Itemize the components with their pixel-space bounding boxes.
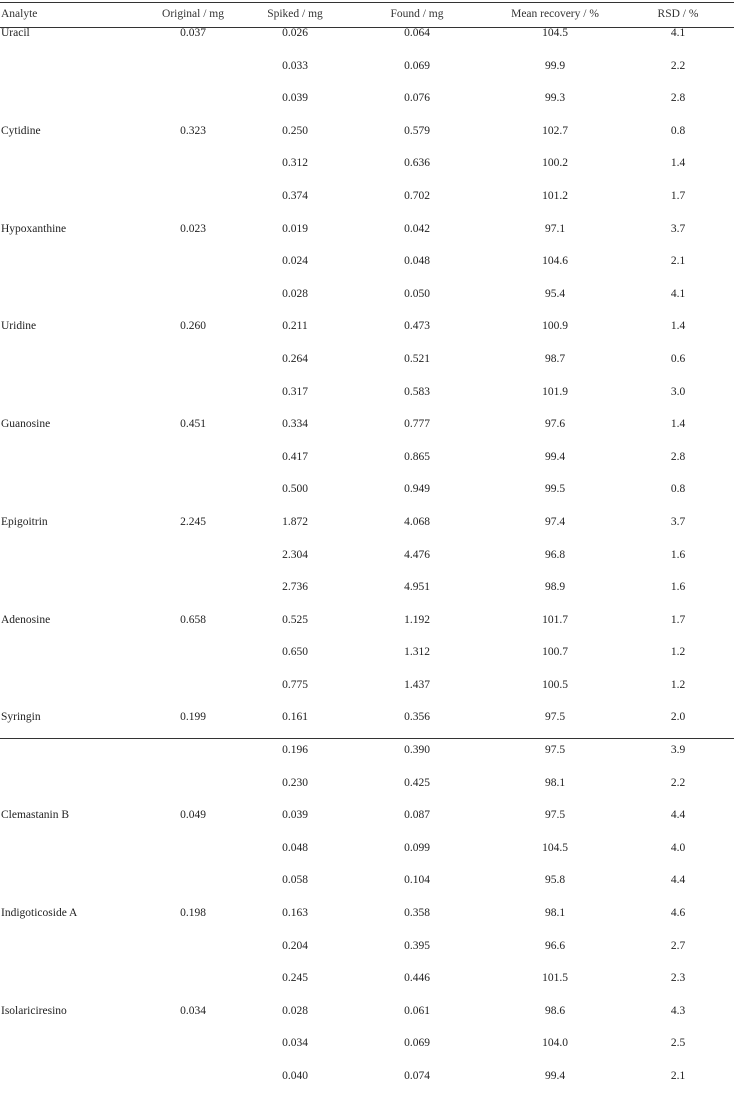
cell-rsd: 4.4: [670, 874, 686, 887]
cell-rsd: 1.4: [670, 418, 686, 431]
cell-analyte: [0, 353, 142, 386]
cell-mean-recovery: 95.4: [544, 287, 566, 300]
cell-mean-recovery: 101.5: [542, 972, 568, 985]
cell-rsd: 4.1: [670, 27, 686, 39]
cell-rsd: 2.8: [670, 450, 686, 463]
cell-rsd: 2.5: [670, 1037, 686, 1050]
cell-spiked: 0.019: [282, 222, 308, 235]
cell-rsd: 3.9: [670, 744, 686, 757]
table-row: [0, 60, 734, 93]
table-row: [0, 777, 734, 810]
cell-mean-recovery: 100.7: [542, 646, 568, 659]
cell-original: [142, 190, 244, 223]
cell-rsd: 2.7: [670, 939, 686, 952]
cell-mean-recovery: 98.7: [544, 352, 566, 365]
cell-found: 0.050: [404, 287, 430, 300]
table-row: [0, 1005, 734, 1038]
cell-original: 0.260: [180, 320, 206, 333]
cell-analyte: Guanosine: [1, 418, 51, 431]
cell-original: [142, 92, 244, 125]
cell-mean-recovery: 100.2: [542, 157, 568, 170]
table-row: [0, 940, 734, 973]
cell-spiked: 0.500: [282, 483, 308, 496]
cell-found: 4.476: [404, 548, 430, 561]
cell-found: 0.446: [404, 972, 430, 985]
cell-original: [142, 581, 244, 614]
cell-original: [142, 451, 244, 484]
cell-mean-recovery: 96.8: [544, 548, 566, 561]
cell-original: [142, 874, 244, 907]
cell-spiked: 0.039: [282, 809, 308, 822]
cell-original: [142, 646, 244, 679]
cell-rsd: 2.8: [670, 92, 686, 105]
cell-mean-recovery: 104.6: [542, 255, 568, 268]
cell-found: 1.437: [404, 678, 430, 691]
table-row: [0, 581, 734, 614]
table-row: [0, 549, 734, 582]
cell-analyte: [0, 1070, 142, 1103]
table-row: [0, 353, 734, 386]
cell-mean-recovery: 101.2: [542, 189, 568, 202]
cell-analyte: [0, 549, 142, 582]
header-row: [0, 3, 734, 27]
cell-analyte: Isolariciresino: [1, 1004, 67, 1017]
cell-original: [142, 255, 244, 288]
cell-mean-recovery: 99.5: [544, 483, 566, 496]
cell-rsd: 3.7: [670, 515, 686, 528]
cell-spiked: 0.245: [282, 972, 308, 985]
table-row: [0, 1037, 734, 1070]
cell-rsd: 2.0: [670, 711, 686, 724]
cell-mean-recovery: 104.0: [542, 1037, 568, 1050]
header-spiked: Spiked / mg: [267, 8, 323, 21]
cell-analyte: [0, 92, 142, 125]
cell-found: 0.777: [404, 418, 430, 431]
cell-original: [142, 1070, 244, 1103]
cell-mean-recovery: 98.1: [544, 907, 566, 920]
table-row: [0, 157, 734, 190]
cell-analyte: Clemastanin B: [1, 809, 70, 822]
cell-spiked: 0.028: [282, 1004, 308, 1017]
table-row: [0, 190, 734, 223]
cell-mean-recovery: 97.5: [544, 809, 566, 822]
cell-mean-recovery: 98.6: [544, 1004, 566, 1017]
cell-spiked: 0.775: [282, 678, 308, 691]
cell-spiked: 0.161: [282, 711, 308, 724]
cell-spiked: 0.048: [282, 841, 308, 854]
cell-analyte: Epigoitrin: [1, 515, 48, 528]
table-row: [0, 1070, 734, 1103]
cell-original: [142, 940, 244, 973]
cell-rsd: 4.1: [670, 287, 686, 300]
cell-found: 0.865: [404, 450, 430, 463]
cell-found: 0.076: [404, 92, 430, 105]
cell-spiked: 1.872: [282, 515, 308, 528]
cell-rsd: 4.3: [670, 1004, 686, 1017]
cell-original: 0.658: [180, 613, 206, 626]
table-row: [0, 809, 734, 842]
cell-original: [142, 353, 244, 386]
table-row: [0, 516, 734, 549]
cell-found: 0.425: [404, 776, 430, 789]
header-found: Found / mg: [390, 8, 444, 21]
cell-original: [142, 679, 244, 712]
table-row: [0, 386, 734, 419]
table-row: [0, 320, 734, 353]
table-body: [0, 27, 734, 1103]
cell-mean-recovery: 101.9: [542, 385, 568, 398]
cell-found: 0.064: [404, 27, 430, 39]
cell-found: 0.949: [404, 483, 430, 496]
cell-analyte: Adenosine: [1, 613, 51, 626]
cell-original: 0.451: [180, 418, 206, 431]
cell-analyte: [0, 190, 142, 223]
cell-mean-recovery: 104.5: [542, 27, 568, 39]
cell-analyte: [0, 1037, 142, 1070]
table-row: [0, 451, 734, 484]
cell-analyte: [0, 972, 142, 1005]
cell-spiked: 0.211: [282, 320, 308, 333]
cell-mean-recovery: 97.5: [544, 711, 566, 724]
cell-original: 0.198: [180, 907, 206, 920]
table-row: [0, 874, 734, 907]
table-row: [0, 92, 734, 125]
cell-mean-recovery: 101.7: [542, 613, 568, 626]
cell-rsd: 2.1: [670, 255, 686, 268]
cell-rsd: 1.6: [670, 548, 686, 561]
cell-original: 0.199: [180, 711, 206, 724]
cell-rsd: 3.7: [670, 222, 686, 235]
cell-analyte: Cytidine: [1, 124, 41, 137]
cell-spiked: 0.525: [282, 613, 308, 626]
cell-spiked: 0.024: [282, 255, 308, 268]
header-original: Original / mg: [162, 8, 224, 21]
cell-analyte: [0, 874, 142, 907]
cell-found: 1.312: [404, 646, 430, 659]
table-row: [0, 646, 734, 679]
cell-mean-recovery: 99.9: [544, 59, 566, 72]
cell-analyte: [0, 157, 142, 190]
cell-rsd: 4.4: [670, 809, 686, 822]
cell-mean-recovery: 97.5: [544, 744, 566, 757]
cell-mean-recovery: 95.8: [544, 874, 566, 887]
cell-spiked: 2.736: [282, 581, 308, 594]
header-mean-recovery: Mean recovery / %: [511, 8, 599, 21]
cell-analyte: [0, 777, 142, 810]
cell-found: 0.099: [404, 841, 430, 854]
cell-rsd: 1.4: [670, 320, 686, 333]
cell-mean-recovery: 99.4: [544, 1070, 566, 1082]
cell-analyte: [0, 646, 142, 679]
cell-spiked: 0.334: [282, 418, 308, 431]
cell-spiked: 0.034: [282, 1037, 308, 1050]
cell-spiked: 2.304: [282, 548, 308, 561]
cell-rsd: 0.8: [670, 124, 686, 137]
cell-found: 0.042: [404, 222, 430, 235]
table-row: [0, 842, 734, 875]
cell-found: 1.192: [404, 613, 430, 626]
cell-analyte: [0, 679, 142, 712]
recovery-table: [0, 3, 734, 1103]
table-row: [0, 744, 734, 777]
cell-spiked: 0.312: [282, 157, 308, 170]
cell-analyte: [0, 581, 142, 614]
cell-analyte: [0, 255, 142, 288]
cell-spiked: 0.163: [282, 907, 308, 920]
cell-found: 0.356: [404, 711, 430, 724]
header-analyte: Analyte: [1, 8, 38, 21]
cell-spiked: 0.039: [282, 92, 308, 105]
cell-found: 0.521: [404, 352, 430, 365]
table-header: [0, 3, 734, 27]
cell-analyte: [0, 451, 142, 484]
cell-found: 0.395: [404, 939, 430, 952]
cell-found: 4.068: [404, 515, 430, 528]
cell-rsd: 0.8: [670, 483, 686, 496]
cell-original: [142, 483, 244, 516]
cell-found: 0.069: [404, 1037, 430, 1050]
table-row: [0, 972, 734, 1005]
table-row: [0, 27, 734, 60]
cell-rsd: 1.7: [670, 613, 686, 626]
cell-mean-recovery: 99.3: [544, 92, 566, 105]
cell-mean-recovery: 97.1: [544, 222, 566, 235]
cell-spiked: 0.230: [282, 776, 308, 789]
cell-spiked: 0.250: [282, 124, 308, 137]
table-row: [0, 125, 734, 158]
cell-analyte: [0, 744, 142, 777]
cell-mean-recovery: 97.4: [544, 515, 566, 528]
cell-spiked: 0.040: [282, 1070, 308, 1082]
table-row: [0, 483, 734, 516]
cell-rsd: 1.2: [670, 678, 686, 691]
cell-original: [142, 1037, 244, 1070]
cell-found: 0.048: [404, 255, 430, 268]
cell-spiked: 0.058: [282, 874, 308, 887]
cell-spiked: 0.264: [282, 352, 308, 365]
cell-mean-recovery: 102.7: [542, 124, 568, 137]
cell-spiked: 0.028: [282, 287, 308, 300]
cell-spiked: 0.026: [282, 27, 308, 39]
cell-rsd: 1.2: [670, 646, 686, 659]
cell-original: 0.023: [180, 222, 206, 235]
cell-original: 0.034: [180, 1004, 206, 1017]
cell-analyte: Uridine: [1, 320, 37, 333]
cell-rsd: 2.3: [670, 972, 686, 985]
cell-rsd: 2.1: [670, 1070, 686, 1082]
cell-original: [142, 157, 244, 190]
cell-original: [142, 60, 244, 93]
cell-analyte: [0, 940, 142, 973]
cell-original: 0.037: [180, 27, 206, 39]
cell-analyte: Syringin: [1, 711, 41, 724]
table-row: [0, 288, 734, 321]
table-row: [0, 679, 734, 712]
cell-original: 0.049: [180, 809, 206, 822]
cell-spiked: 0.374: [282, 189, 308, 202]
table-row: [0, 418, 734, 451]
cell-rsd: 4.6: [670, 907, 686, 920]
table-row: [0, 223, 734, 256]
cell-found: 0.069: [404, 59, 430, 72]
cell-spiked: 0.204: [282, 939, 308, 952]
cell-original: [142, 288, 244, 321]
cell-original: [142, 972, 244, 1005]
table-row: [0, 907, 734, 940]
table-row: [0, 614, 734, 647]
cell-original: [142, 744, 244, 777]
cell-original: 0.323: [180, 124, 206, 137]
cell-rsd: 0.6: [670, 352, 686, 365]
table-row: [0, 711, 734, 744]
cell-mean-recovery: 100.5: [542, 678, 568, 691]
cell-spiked: 0.417: [282, 450, 308, 463]
cell-rsd: 2.2: [670, 776, 686, 789]
cell-rsd: 3.0: [670, 385, 686, 398]
cell-found: 0.702: [404, 189, 430, 202]
cell-mean-recovery: 98.9: [544, 581, 566, 594]
cell-analyte: [0, 60, 142, 93]
cell-found: 0.583: [404, 385, 430, 398]
cell-found: 0.087: [404, 809, 430, 822]
cell-rsd: 1.4: [670, 157, 686, 170]
cell-found: 0.390: [404, 744, 430, 757]
cell-rsd: 1.6: [670, 581, 686, 594]
cell-found: 0.636: [404, 157, 430, 170]
cell-analyte: [0, 483, 142, 516]
cell-found: 0.579: [404, 124, 430, 137]
cell-original: [142, 386, 244, 419]
cell-spiked: 0.650: [282, 646, 308, 659]
cell-rsd: 1.7: [670, 189, 686, 202]
cell-analyte: [0, 288, 142, 321]
cell-spiked: 0.317: [282, 385, 308, 398]
cell-original: [142, 842, 244, 875]
cell-mean-recovery: 96.6: [544, 939, 566, 952]
cell-mean-recovery: 98.1: [544, 776, 566, 789]
cell-mean-recovery: 104.5: [542, 841, 568, 854]
cell-original: [142, 549, 244, 582]
cell-found: 0.358: [404, 907, 430, 920]
cell-found: 0.074: [404, 1070, 430, 1082]
cell-mean-recovery: 99.4: [544, 450, 566, 463]
cell-analyte: [0, 842, 142, 875]
header-rsd: RSD / %: [657, 8, 699, 21]
cell-found: 0.473: [404, 320, 430, 333]
cell-mean-recovery: 97.6: [544, 418, 566, 431]
cell-mean-recovery: 100.9: [542, 320, 568, 333]
cell-found: 0.061: [404, 1004, 430, 1017]
cell-found: 0.104: [404, 874, 430, 887]
table-row: [0, 255, 734, 288]
cell-rsd: 4.0: [670, 841, 686, 854]
cell-found: 4.951: [404, 581, 430, 594]
cell-original: 2.245: [180, 515, 206, 528]
cell-rsd: 2.2: [670, 59, 686, 72]
cell-analyte: [0, 386, 142, 419]
cell-spiked: 0.033: [282, 59, 308, 72]
cell-analyte: Uracil: [1, 27, 30, 39]
cell-spiked: 0.196: [282, 744, 308, 757]
cell-original: [142, 777, 244, 810]
cell-analyte: Hypoxanthine: [1, 222, 67, 235]
cell-analyte: Indigoticoside A: [1, 907, 78, 920]
